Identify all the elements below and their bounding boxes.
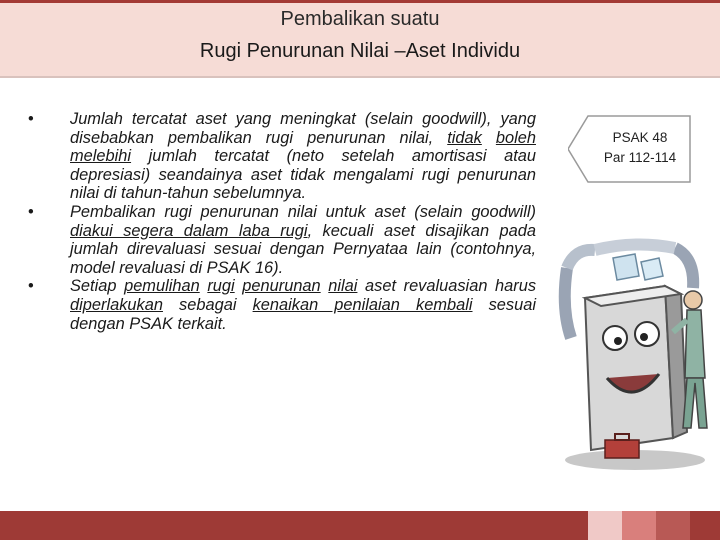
bullet-text: sesuai dengan PSAK terkait. xyxy=(70,295,536,333)
underlined-text: pemulihan xyxy=(124,277,200,296)
reference-callout xyxy=(568,114,692,184)
slide-title-line1: Pembalikan suatu xyxy=(280,8,440,30)
title-band xyxy=(0,0,720,76)
underlined-text: diperlakukan xyxy=(70,295,163,314)
bullet-marker: • xyxy=(28,202,34,221)
bullet-text: Jumlah tercatat aset yang meningkat (selain goodwill), yang disebabkan pembalikan rugi penurunan nilai, xyxy=(70,110,536,147)
underlined-text: tidak xyxy=(447,128,482,147)
bullet-item xyxy=(28,110,536,203)
underlined-text: boleh xyxy=(495,128,536,147)
slide-title-line2: Rugi Penurunan Nilai –Aset Individu xyxy=(199,40,521,62)
underlined-text: nilai xyxy=(328,277,358,296)
callout-text xyxy=(588,128,692,168)
bullet-list xyxy=(28,110,536,333)
footer-accent-light xyxy=(588,511,622,540)
callout-line2: Par 112-114 xyxy=(603,150,677,165)
bullet-text: Setiap xyxy=(70,277,125,296)
underlined-text: rugi xyxy=(207,277,235,296)
bullet-text: jumlah tercatat (neto setelah amortisasi atau depresiasi) seandainya aset tidak mengalami rugi penurunan nilai di tahun-tahun sebelumnya. xyxy=(70,147,536,203)
underlined-text: melebihi xyxy=(70,147,132,166)
underlined-text: penurunan xyxy=(242,277,321,296)
footer-accent-dark xyxy=(656,511,690,540)
appliance-repair-clipart-icon xyxy=(555,228,715,478)
underlined-text: diakui segera dalam laba rugi xyxy=(70,221,308,240)
bullet-marker: • xyxy=(28,110,34,128)
footer-accent-mid xyxy=(622,511,656,540)
bullet-item xyxy=(28,203,536,277)
bullet-text: sebagai xyxy=(162,295,253,314)
callout-line1: PSAK 48 xyxy=(612,130,668,145)
title-divider xyxy=(0,76,720,78)
bullet-text xyxy=(482,129,496,147)
bullet-text: Pembalikan rugi penurunan nilai untuk aset (selain goodwill) xyxy=(70,202,536,221)
bullet-text: aset revaluasian harus xyxy=(357,277,537,296)
underlined-text: kenaikan penilaian kembali xyxy=(252,295,473,314)
bullet-text: , kecuali aset disajikan pada jumlah direvaluasi sesuai dengan Pernyataa lain (contohnya, model revaluasi di PSAK 16). xyxy=(70,221,537,277)
bullet-item xyxy=(28,277,536,333)
bullet-marker: • xyxy=(28,277,34,296)
